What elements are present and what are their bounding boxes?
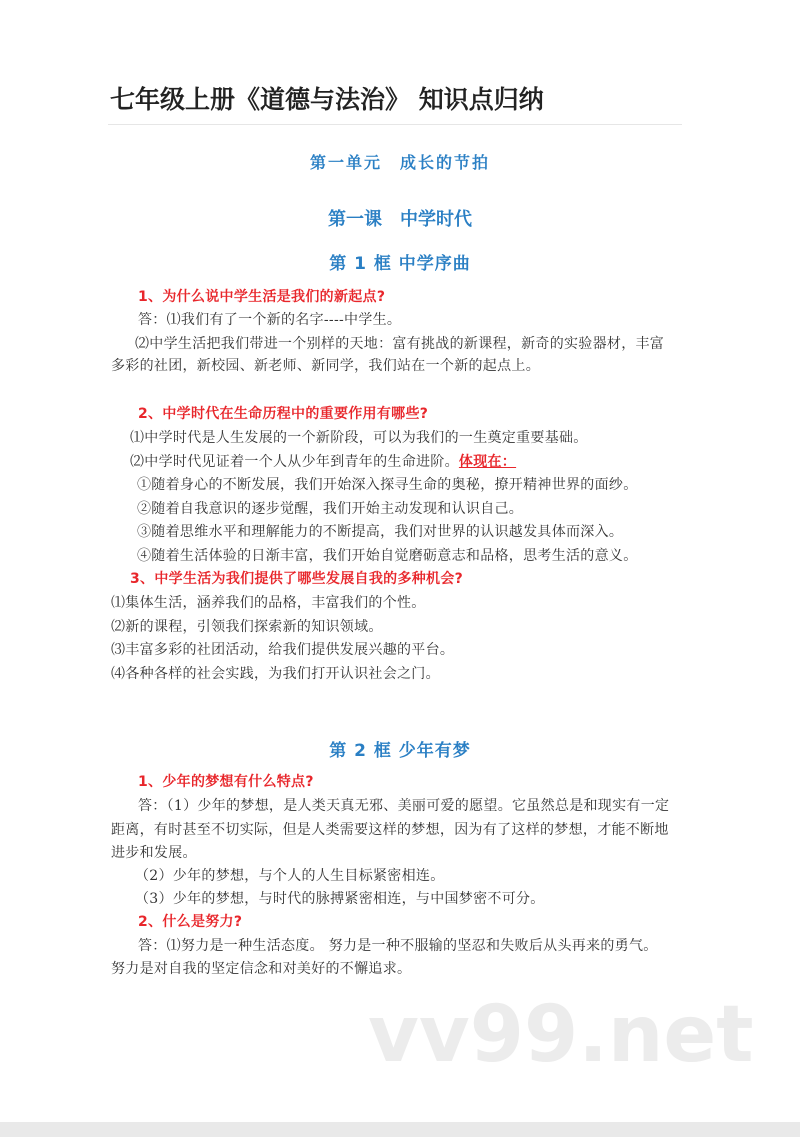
question-heading: 1、少年的梦想有什么特点? xyxy=(138,774,314,790)
frame-heading-1: 第 1 框 中学序曲 xyxy=(329,254,471,274)
question-heading: 2、什么是努力? xyxy=(138,914,243,930)
answer-line xyxy=(130,453,516,471)
list-item: ④随着生活体验的日渐丰富，我们开始自觉磨砺意志和品格，思考生活的意义。 xyxy=(137,548,638,564)
answer-line: （3）少年的梦想，与时代的脉搏紧密相连，与中国梦密不可分。 xyxy=(135,891,545,907)
answer-line: （2）少年的梦想，与个人的人生目标紧密相连。 xyxy=(135,868,445,884)
frame-heading-2: 第 2 框 少年有梦 xyxy=(329,741,471,761)
answer-text: ⑵中学时代见证着一个人从少年到青年的生命进阶。 xyxy=(130,454,459,470)
question-heading: 3、中学生活为我们提供了哪些发展自我的多种机会? xyxy=(130,571,464,587)
answer-line: 进步和发展。 xyxy=(111,845,197,861)
list-item: ⑴集体生活，涵养我们的品格，丰富我们的个性。 xyxy=(111,595,426,611)
title-divider xyxy=(108,124,682,125)
list-item: ⑷各种各样的社会实践，为我们打开认识社会之门。 xyxy=(111,666,440,682)
answer-line: ⑴中学时代是人生发展的一个新阶段，可以为我们的一生奠定重要基础。 xyxy=(130,430,588,446)
list-item: ③随着思维水平和理解能力的不断提高，我们对世界的认识越发具体而深入。 xyxy=(137,524,624,540)
highlight-text: 体现在： xyxy=(458,454,517,470)
answer-line: 答：⑴努力是一种生活态度。 努力是一种不服输的坚忍和失败后从头再来的勇气。 xyxy=(138,938,658,954)
answer-line: 距离，有时甚至不切实际，但是人类需要这样的梦想，因为有了这样的梦想，才能不断地 xyxy=(111,822,669,838)
lesson-heading: 第一课 中学时代 xyxy=(328,209,472,230)
answer-line: 答：（1）少年的梦想，是人类天真无邪、美丽可爱的愿望。它虽然总是和现实有一定 xyxy=(138,798,670,814)
answer-line: 多彩的社团，新校园、新老师、新同学，我们站在一个新的起点上。 xyxy=(111,358,540,374)
unit-heading: 第一单元 成长的节拍 xyxy=(309,153,490,172)
watermark: vv99.net xyxy=(368,990,754,1080)
list-item: ①随着身心的不断发展，我们开始深入探寻生命的奥秘，撩开精神世界的面纱。 xyxy=(137,477,638,493)
list-item: ⑵新的课程，引领我们探索新的知识领域。 xyxy=(111,619,383,635)
page-bottom-bar xyxy=(0,1122,800,1137)
list-item: ②随着自我意识的逐步觉醒，我们开始主动发现和认识自己。 xyxy=(137,501,524,517)
answer-line: 努力是对自我的坚定信念和对美好的不懈追求。 xyxy=(111,961,412,977)
question-heading: 1、为什么说中学生活是我们的新起点? xyxy=(138,289,386,305)
answer-line: ⑵中学生活把我们带进一个别样的天地：富有挑战的新课程，新奇的实验器材，丰富 xyxy=(135,336,665,352)
answer-line: 答：⑴我们有了一个新的名字----中学生。 xyxy=(138,312,402,328)
question-heading: 2、中学时代在生命历程中的重要作用有哪些? xyxy=(138,406,429,422)
list-item: ⑶丰富多彩的社团活动，给我们提供发展兴趣的平台。 xyxy=(111,642,455,658)
document-title: 七年级上册《道德与法治》 知识点归纳 xyxy=(110,85,544,114)
